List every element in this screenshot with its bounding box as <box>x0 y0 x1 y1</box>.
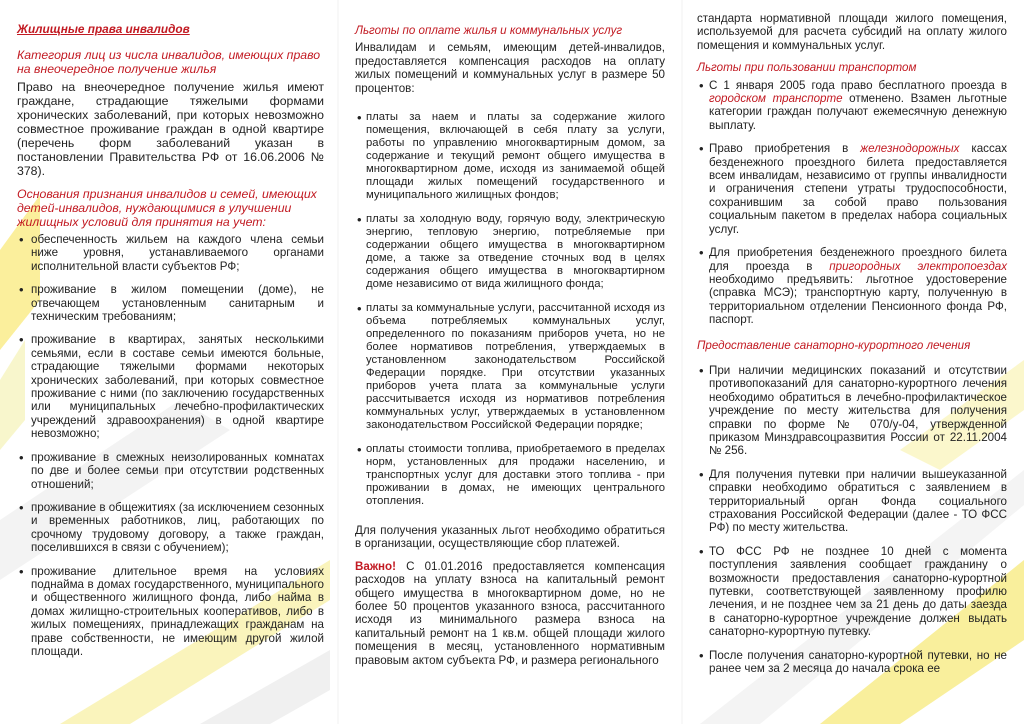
list-item: • С 1 января 2005 года право бесплатного проезда в городском транспорте отменено. Взамен льготные категории граждан получают ежемесячную денежную выплату. <box>697 79 1007 133</box>
list-item: • проживание в квартирах, занятых несколькими семьями, если в составе семьи имеются больные, страдающие тяжелыми формами некоторых хронических заболеваний, при которых совместное проживание с ними (по заключению государственных или муниципальных лечебно-профилактических учреждений здравоохранения) в одной квартире невозможно; <box>17 333 324 440</box>
paragraph-important <box>355 560 665 667</box>
list-item: • При наличии медицинских показаний и отсутствии противопоказаний для санаторно-курортного лечения необходимо обратиться в лечебно-профилактическое учреждение по месту жительства для получения справки по форме № 070/у-04, утвержденной приказом Минздравсоцразвития России от 22.11.2004 № 256. <box>697 364 1007 458</box>
list-benefits <box>355 111 665 508</box>
list-item: • платы за наем и платы за содержание жилого помещения, включающей в себя плату за услуги, работы по управлению многоквартирным домом, за содержание и текущий ремонт общего имущества в многоквартирном доме, исходя из занимаемой общей площади жилых помещений государственного и муниципального жилищных фондов; <box>355 111 665 202</box>
paragraph-continuation: стандарта нормативной площади жилого помещения, используемой для расчета субсидий на оплату жилого помещения и коммунальных услуг. <box>697 12 1007 52</box>
list-item: • проживание длительное время на условиях поднайма в домах государственного, муниципального и общественного жилищного фонда, либо найма в домах жилищно-строительных кооперативов, либо в жилых помещениях, принадлежащих гражданам на праве собственности, не имеющим другой жилой площади. <box>17 565 324 659</box>
section-title-housing-rights: Жилищные права инвалидов <box>17 22 190 36</box>
paragraph-priority-housing: Право на внеочередное получение жилья имеют граждане, страдающие тяжелыми формами хронических заболеваний, при которых невозможно совместное проживание граждан в одной квартире (перечень форм заболеваний указан в постановлении Правительства РФ от 16.06.2006 № 378). <box>17 80 324 178</box>
column-housing-benefits <box>355 24 665 676</box>
city-transport-highlight: городском транспорте <box>709 92 843 106</box>
list-item: • Для получения путевки при наличии вышеуказанной справки необходимо обратиться с заявлением в территориальный орган Фонда социального страхования Российской Федерации (далее - ТО ФСС РФ) по месту жительства. <box>697 468 1007 535</box>
list-item: • обеспеченность жильем на каждого члена семьи ниже уровня, устанавливаемого органами исполнительной власти субъектов РФ; <box>17 233 324 273</box>
railway-highlight: железнодорожных <box>860 142 960 156</box>
subheading-priority-housing: Категория лиц из числа инвалидов, имеющих право на внеочередное получение жилья <box>17 48 321 76</box>
list-item: • оплаты стоимости топлива, приобретаемого в пределах норм, установленных для продажи населению, и транспортных услуг для доставки этого топлива - при проживании в домах, не имеющих центрального отопления. <box>355 443 665 508</box>
important-label: Важно! <box>355 559 396 573</box>
section-title-housing-benefits: Льготы по оплате жилья и коммунальных услуг <box>355 24 623 37</box>
list-item: • ТО ФСС РФ не позднее 10 дней с момента поступления заявления сообщает гражданину о возможности предоставления санаторно-курортной путевки, соответствующей заявленному профилю лечения, и не позднее чем за 21 день до даты заезда в санаторно-курортное учреждение должен выдать санаторно-курортную путевку. <box>697 545 1007 639</box>
paragraph-benefits-outro: Для получения указанных льгот необходимо обратиться в организации, осуществляющие сбор платежей. <box>355 524 665 551</box>
subheading-transport: Льготы при пользовании транспортом <box>697 61 917 75</box>
column-housing-rights <box>17 18 324 668</box>
list-item: • Право приобретения в железнодорожных кассах безденежного проездного билета предоставляется всем инвалидам, независимо от группы инвалидности и ограничения степени утраты трудоспособности, сохранившим за собой право пользования социальным пакетом в пределах набора социальных услуг. <box>697 142 1007 236</box>
list-need-grounds <box>17 233 324 658</box>
subheading-sanatorium: Предоставление санаторно-курортного лечения <box>697 338 971 352</box>
list-item: • платы за холодную воду, горячую воду, электрическую энергию, тепловую энергию, потребляемые при содержании общего имущества в многоквартирном доме, а также за отведение сточных вод в целях содержания общего имущества в многоквартирном доме независимо от вида жилищного фонда; <box>355 213 665 291</box>
list-item: • проживание в смежных неизолированных комнатах по две и более семьи при отсутствии родственных отношений; <box>17 451 324 491</box>
list-sanatorium <box>697 364 1007 676</box>
important-text: С 01.01.2016 предоставляется компенсация расходов на уплату взноса на капитальный ремонт общего имущества в многоквартирном доме, но не более 50 процентов указанного взноса, рассчитанного исходя из минимального размера взноса на капитальный ремонт на 1 кв.м. общей площади жилого помещения в месяц, установленного нормативным правовым актом субъекта РФ, и размера регионального <box>355 559 665 667</box>
subheading-need-grounds: Основания признания инвалидов и семей, имеющих детей-инвалидов, нуждающимися в улучшении жилищных условий для принятия на учет: <box>17 187 317 229</box>
paragraph-benefits-intro: Инвалидам и семьям, имеющим детей-инвалидов, предоставляется компенсация расходов на оплату жилых помещений и коммунальных услуг в размере 50 процентов: <box>355 41 665 95</box>
list-item: • После получения санаторно-курортной путевки, но не ранее чем за 2 месяца до начала срока ее <box>697 649 1007 676</box>
suburban-trains-highlight: пригородных электропоездах <box>829 259 1007 273</box>
list-item: • проживание в общежитиях (за исключением сезонных и временных работников, лиц, работающих по срочному трудовому договору, а также граждан, поселившихся в связи с обучением); <box>17 501 324 555</box>
list-item: • платы за коммунальные услуги, рассчитанной исходя из объема потребляемых коммунальных услуг, определенного по показаниям приборов учета, но не более нормативов потребления, утверждаемых в установленном законодательством Российской Федерации порядке. При отсутствии указанных приборов учета плата за коммунальные услуги рассчитывается исходя из нормативов потребления коммунальных услуг, утверждаемых в установленном законодательством Российской Федерации порядке; <box>355 302 665 432</box>
list-transport <box>697 79 1007 327</box>
list-item: • проживание в жилом помещении (доме), не отвечающем установленным санитарным и техническим требованиям; <box>17 283 324 323</box>
list-item: • Для приобретения безденежного проездного билета для проезда в пригородных электропоездах необходимо предъявить: льготное удостоверение (справка МСЭ); транспортную карту, полученную в территориальном отделении Пенсионного фонда РФ, паспорт. <box>697 246 1007 326</box>
column-transport-sanatorium <box>697 12 1007 685</box>
